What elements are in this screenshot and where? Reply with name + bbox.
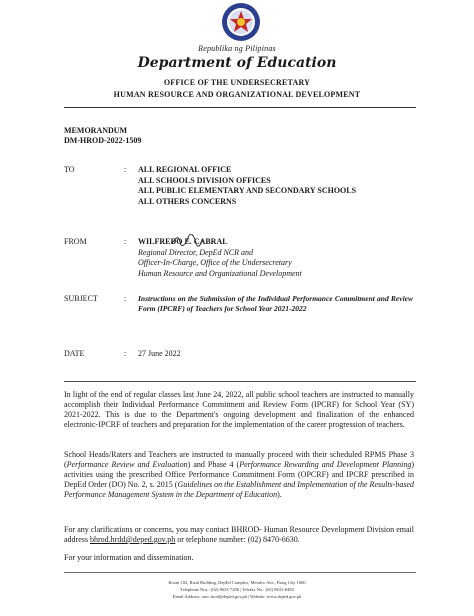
contact-email-link[interactable]: bhrod.hrdd@deped.gov.ph [90,535,176,544]
p2-guidelines-title: Guidelines on the Establishment and Implementation of the Results-based Performance Management System in the Department of Education [64,480,414,499]
p2-text: ). [277,490,282,499]
date-colon: : [124,349,127,358]
body-paragraph-1: In light of the end of regular classes last June 24, 2022, all public school teachers are instructed to manually accomplish their Individual Performance Commitment and Review Form (IPCRF) for School Year (SY) 2021-2022. This is due to the Department's ongoing development and finalization of the enhanced electronic-IPCRF of teachers and preparation for the implementation of the career progression of teachers. [64,390,414,429]
recipient-item: ALL OTHERS CONCERNS [138,196,237,206]
sender-title-line: Regional Director, DepEd NCR and [138,247,254,257]
footer-address: Room 102, Rizal Building, DepEd Complex, Meralco Ave., Pasig City 1600 [168,580,306,585]
footer-contact: Email Address: usec.hrod@deped.gov.ph | Website: www.deped.gov.ph [172,594,302,599]
memo-heading [64,126,141,146]
office-line-1: OFFICE OF THE UNDERSECRETARY [163,78,311,87]
memo-title: MEMORANDUM [64,126,128,135]
p2-text: ) and Phase 4 ( [187,460,240,469]
recipient-item: ALL PUBLIC ELEMENTARY AND SECONDARY SCHOOLS [138,186,357,195]
sender-title-line: Officer-In-Charge, Office of the Undersecretary [138,258,292,267]
from-label: FROM [64,237,87,246]
government-name: Republika ng Pilipinas [198,44,276,53]
p3-text: or telephone number: (02) 8470-6630. [175,535,300,544]
subject-label: SUBJECT [64,294,98,303]
p2-phase4-name: Performance Rewarding and Development Planning [239,460,412,469]
body-divider [64,381,416,382]
footer-divider [64,572,416,573]
date-value: 27 June 2022 [138,349,181,358]
office-line-2: HUMAN RESOURCE AND ORGANIZATIONAL DEVELOPMENT [113,90,361,99]
body-paragraph-2 [64,450,414,500]
memo-number: DM-HROD-2022-1509 [64,136,142,145]
to-label: TO [64,165,75,174]
from-block [138,237,302,279]
from-colon: : [124,237,127,246]
to-recipients [138,165,356,207]
sender-title-line: Human Resource and Organizational Development [138,268,302,278]
recipient-item: ALL REGIONAL OFFICE [138,165,232,174]
date-label: DATE [64,349,85,358]
body-paragraph-4: For your information and dissemination. [64,553,194,562]
signature-mark [170,234,204,248]
to-colon: : [124,165,127,174]
sender-name: WILFREDO E. CABRAL [138,237,228,246]
header-divider [64,107,416,108]
p2-phase3-name: Performance Review and Evaluation [66,460,188,469]
p2-text: School Heads/Raters and Teachers are instructed to manually proceed with their scheduled RPMS Phase 3 ( [64,450,414,469]
subject-colon: : [124,294,127,303]
p3-text: For any clarifications or concerns, you may contact BHROD- Human Resource Development Division email address [64,525,414,544]
body-paragraph-3 [64,525,414,545]
p2-text: ) activities using the prescribed Office Performance Commitment Form (OPCRF) and IPCRF prescribed in DepEd Order (DO) No. 2, s. 2015 ( [64,460,415,489]
subject-text: Instructions on the Submission of the Individual Performance Commitment and Review Form (IPCRF) of Teachers for School Year 2021-2022 [138,294,413,313]
recipient-item: ALL SCHOOLS DIVISION OFFICES [138,175,271,185]
department-name: Department of Education [137,55,337,71]
footer-telephone: Telephone Nos.: (02) 8633-7206 | Telefax No.: (02) 8631-8494 [180,587,294,592]
deped-seal-icon [221,2,261,42]
